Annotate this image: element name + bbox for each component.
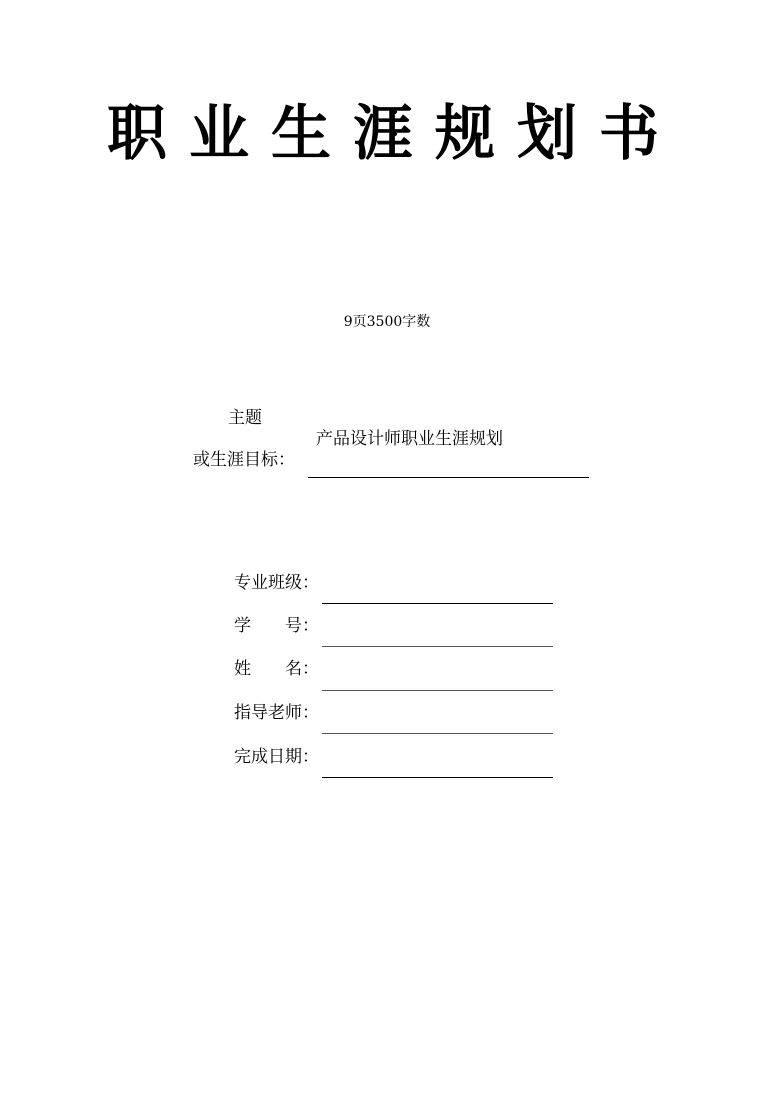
page-count-text: 9页3500字数 [343, 314, 431, 330]
completion-date-underline [322, 777, 553, 778]
theme-value: 产品设计师职业生涯规划 [316, 429, 503, 449]
completion-date-label: 完成日期： [234, 747, 319, 767]
major-class-label: 专业班级： [234, 573, 319, 593]
advisor-underline [322, 733, 553, 734]
theme-underline [308, 477, 589, 478]
document-title: 职业生涯规划书 [107, 99, 681, 169]
name-label: 姓 名： [234, 659, 319, 679]
name-underline [322, 690, 553, 691]
theme-label-line2: 或生涯目标： [193, 450, 295, 470]
advisor-label: 指导老师： [234, 703, 319, 723]
major-class-underline [322, 603, 553, 604]
student-id-underline [322, 646, 553, 647]
student-id-label: 学 号： [234, 616, 319, 636]
theme-label-line1: 主题 [228, 408, 262, 428]
